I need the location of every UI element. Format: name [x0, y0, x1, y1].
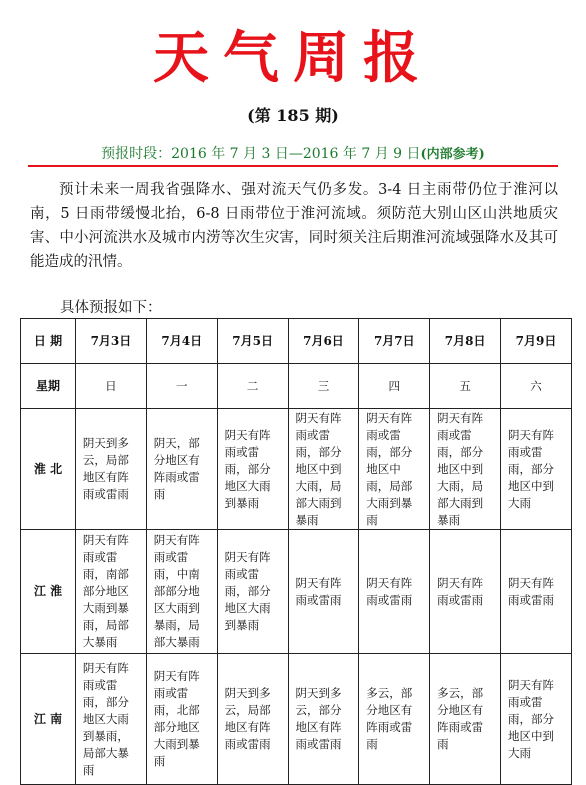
internal-note: (内部参考) — [420, 147, 485, 162]
weekday-cell: 六 — [501, 364, 572, 409]
region-row-huaibei — [21, 409, 572, 530]
forecast-cell — [76, 530, 147, 654]
forecast-cell — [359, 409, 430, 530]
date-cell: 7月4日 — [146, 319, 217, 364]
forecast-text: 阴天有阵雨或雷雨，部分地区中雨，局部大雨到暴雨 — [366, 410, 413, 527]
forecast-cell — [430, 409, 501, 530]
forecast-cell — [217, 654, 288, 785]
forecast-cell — [359, 530, 430, 654]
region-name: 淮 北 — [21, 409, 76, 530]
date-row — [21, 319, 572, 364]
weekday-cell: 日 — [76, 364, 147, 409]
forecast-text: 阴天有阵雨或雷雨，部分地区中到大雨，局部大雨到暴雨 — [295, 410, 342, 527]
forecast-text: 阴天有阵雨或雷雨，中南部部分地区大雨到暴雨，局部大暴雨 — [153, 533, 200, 649]
weekday-row — [21, 364, 572, 409]
header-divider — [28, 165, 558, 167]
forecast-text: 阴天到多云，局部地区有阵雨或雷雨 — [224, 686, 271, 751]
region-row-jiangnan — [21, 654, 572, 785]
forecast-text: 阴天有阵雨或雷雨 — [295, 575, 342, 607]
forecast-text: 阴天有阵雨或雷雨，部分地区中到大雨 — [508, 677, 555, 760]
date-cell: 7月9日 — [501, 319, 572, 364]
forecast-cell — [146, 654, 217, 785]
date-cell: 7月7日 — [359, 319, 430, 364]
forecast-period — [0, 143, 586, 163]
forecast-cell — [146, 409, 217, 530]
forecast-cell — [288, 530, 359, 654]
forecast-cell — [501, 409, 572, 530]
forecast-cell — [288, 409, 359, 530]
forecast-table — [20, 318, 572, 785]
date-cell: 7月8日 — [430, 319, 501, 364]
forecast-text: 阴天有阵雨或雷雨，南部部分地区大雨到暴雨，局部大暴雨 — [82, 533, 129, 649]
forecast-text: 阴天有阵雨或雷雨，部分地区大雨到暴雨 — [224, 550, 271, 632]
forecast-text: 阴天有阵雨或雷雨 — [366, 575, 413, 607]
forecast-lead: 具体预报如下： — [60, 300, 162, 316]
report-title: 天气周报 — [153, 25, 433, 91]
weekday-cell: 四 — [359, 364, 430, 409]
forecast-text: 阴天有阵雨或雷雨，部分地区中到大雨，局部大雨到暴雨 — [437, 410, 484, 527]
forecast-text: 阴天有阵雨或雷雨 — [508, 575, 555, 607]
forecast-text: 阴天到多云，局部地区有阵雨或雷雨 — [82, 436, 129, 501]
region-name: 江 淮 — [21, 530, 76, 654]
forecast-cell — [217, 530, 288, 654]
forecast-period-text: 预报时段：2016 年 7 月 3 日—2016 年 7 月 9 日 — [101, 146, 421, 162]
forecast-cell — [76, 654, 147, 785]
summary-paragraph: 预计未来一周我省强降水、强对流天气仍多发。3-4 日主雨带仍位于淮河以南，5 日雨带缓慢北抬，6-8 日雨带位于淮河流域。须防范大别山区山洪地质灾害、中小河流洪水及城市内涝等次生灾害，同时须关注后期淮河流域强降水及其可能造成的汛情。 — [30, 182, 558, 270]
forecast-cell — [146, 530, 217, 654]
forecast-cell — [430, 654, 501, 785]
region-row-jianghuai — [21, 530, 572, 654]
date-cell: 7月3日 — [76, 319, 147, 364]
date-cell: 7月6日 — [288, 319, 359, 364]
region-name: 江 南 — [21, 654, 76, 785]
forecast-cell — [501, 530, 572, 654]
forecast-cell — [76, 409, 147, 530]
forecast-cell — [288, 654, 359, 785]
forecast-text: 阴天，部分地区有阵雨或雷雨 — [153, 436, 200, 501]
issue-number: (第 185 期) — [247, 106, 339, 125]
forecast-cell — [501, 654, 572, 785]
forecast-text: 阴天有阵雨或雷雨 — [437, 575, 484, 607]
forecast-text: 阴天有阵雨或雷雨，北部部分地区大雨到暴雨 — [153, 669, 200, 768]
forecast-cell — [217, 409, 288, 530]
forecast-text: 阴天有阵雨或雷雨，部分地区中到大雨 — [508, 427, 555, 510]
forecast-text: 阴天到多云，部分地区有阵雨或雷雨 — [295, 686, 342, 751]
date-cell: 7月5日 — [217, 319, 288, 364]
weekday-cell: 三 — [288, 364, 359, 409]
date-header: 日 期 — [21, 319, 76, 364]
forecast-text: 多云，部分地区有阵雨或雷雨 — [366, 686, 413, 751]
forecast-text: 多云，部分地区有阵雨或雷雨 — [437, 686, 484, 751]
weekday-cell: 五 — [430, 364, 501, 409]
weekday-cell: 一 — [146, 364, 217, 409]
forecast-cell — [359, 654, 430, 785]
weekday-header: 星期 — [21, 364, 76, 409]
forecast-text: 阴天有阵雨或雷雨，部分地区大雨到暴雨，局部大暴雨 — [82, 660, 129, 777]
weekday-cell: 二 — [217, 364, 288, 409]
forecast-text: 阴天有阵雨或雷雨，部分地区大雨到暴雨 — [224, 427, 271, 510]
forecast-cell — [430, 530, 501, 654]
